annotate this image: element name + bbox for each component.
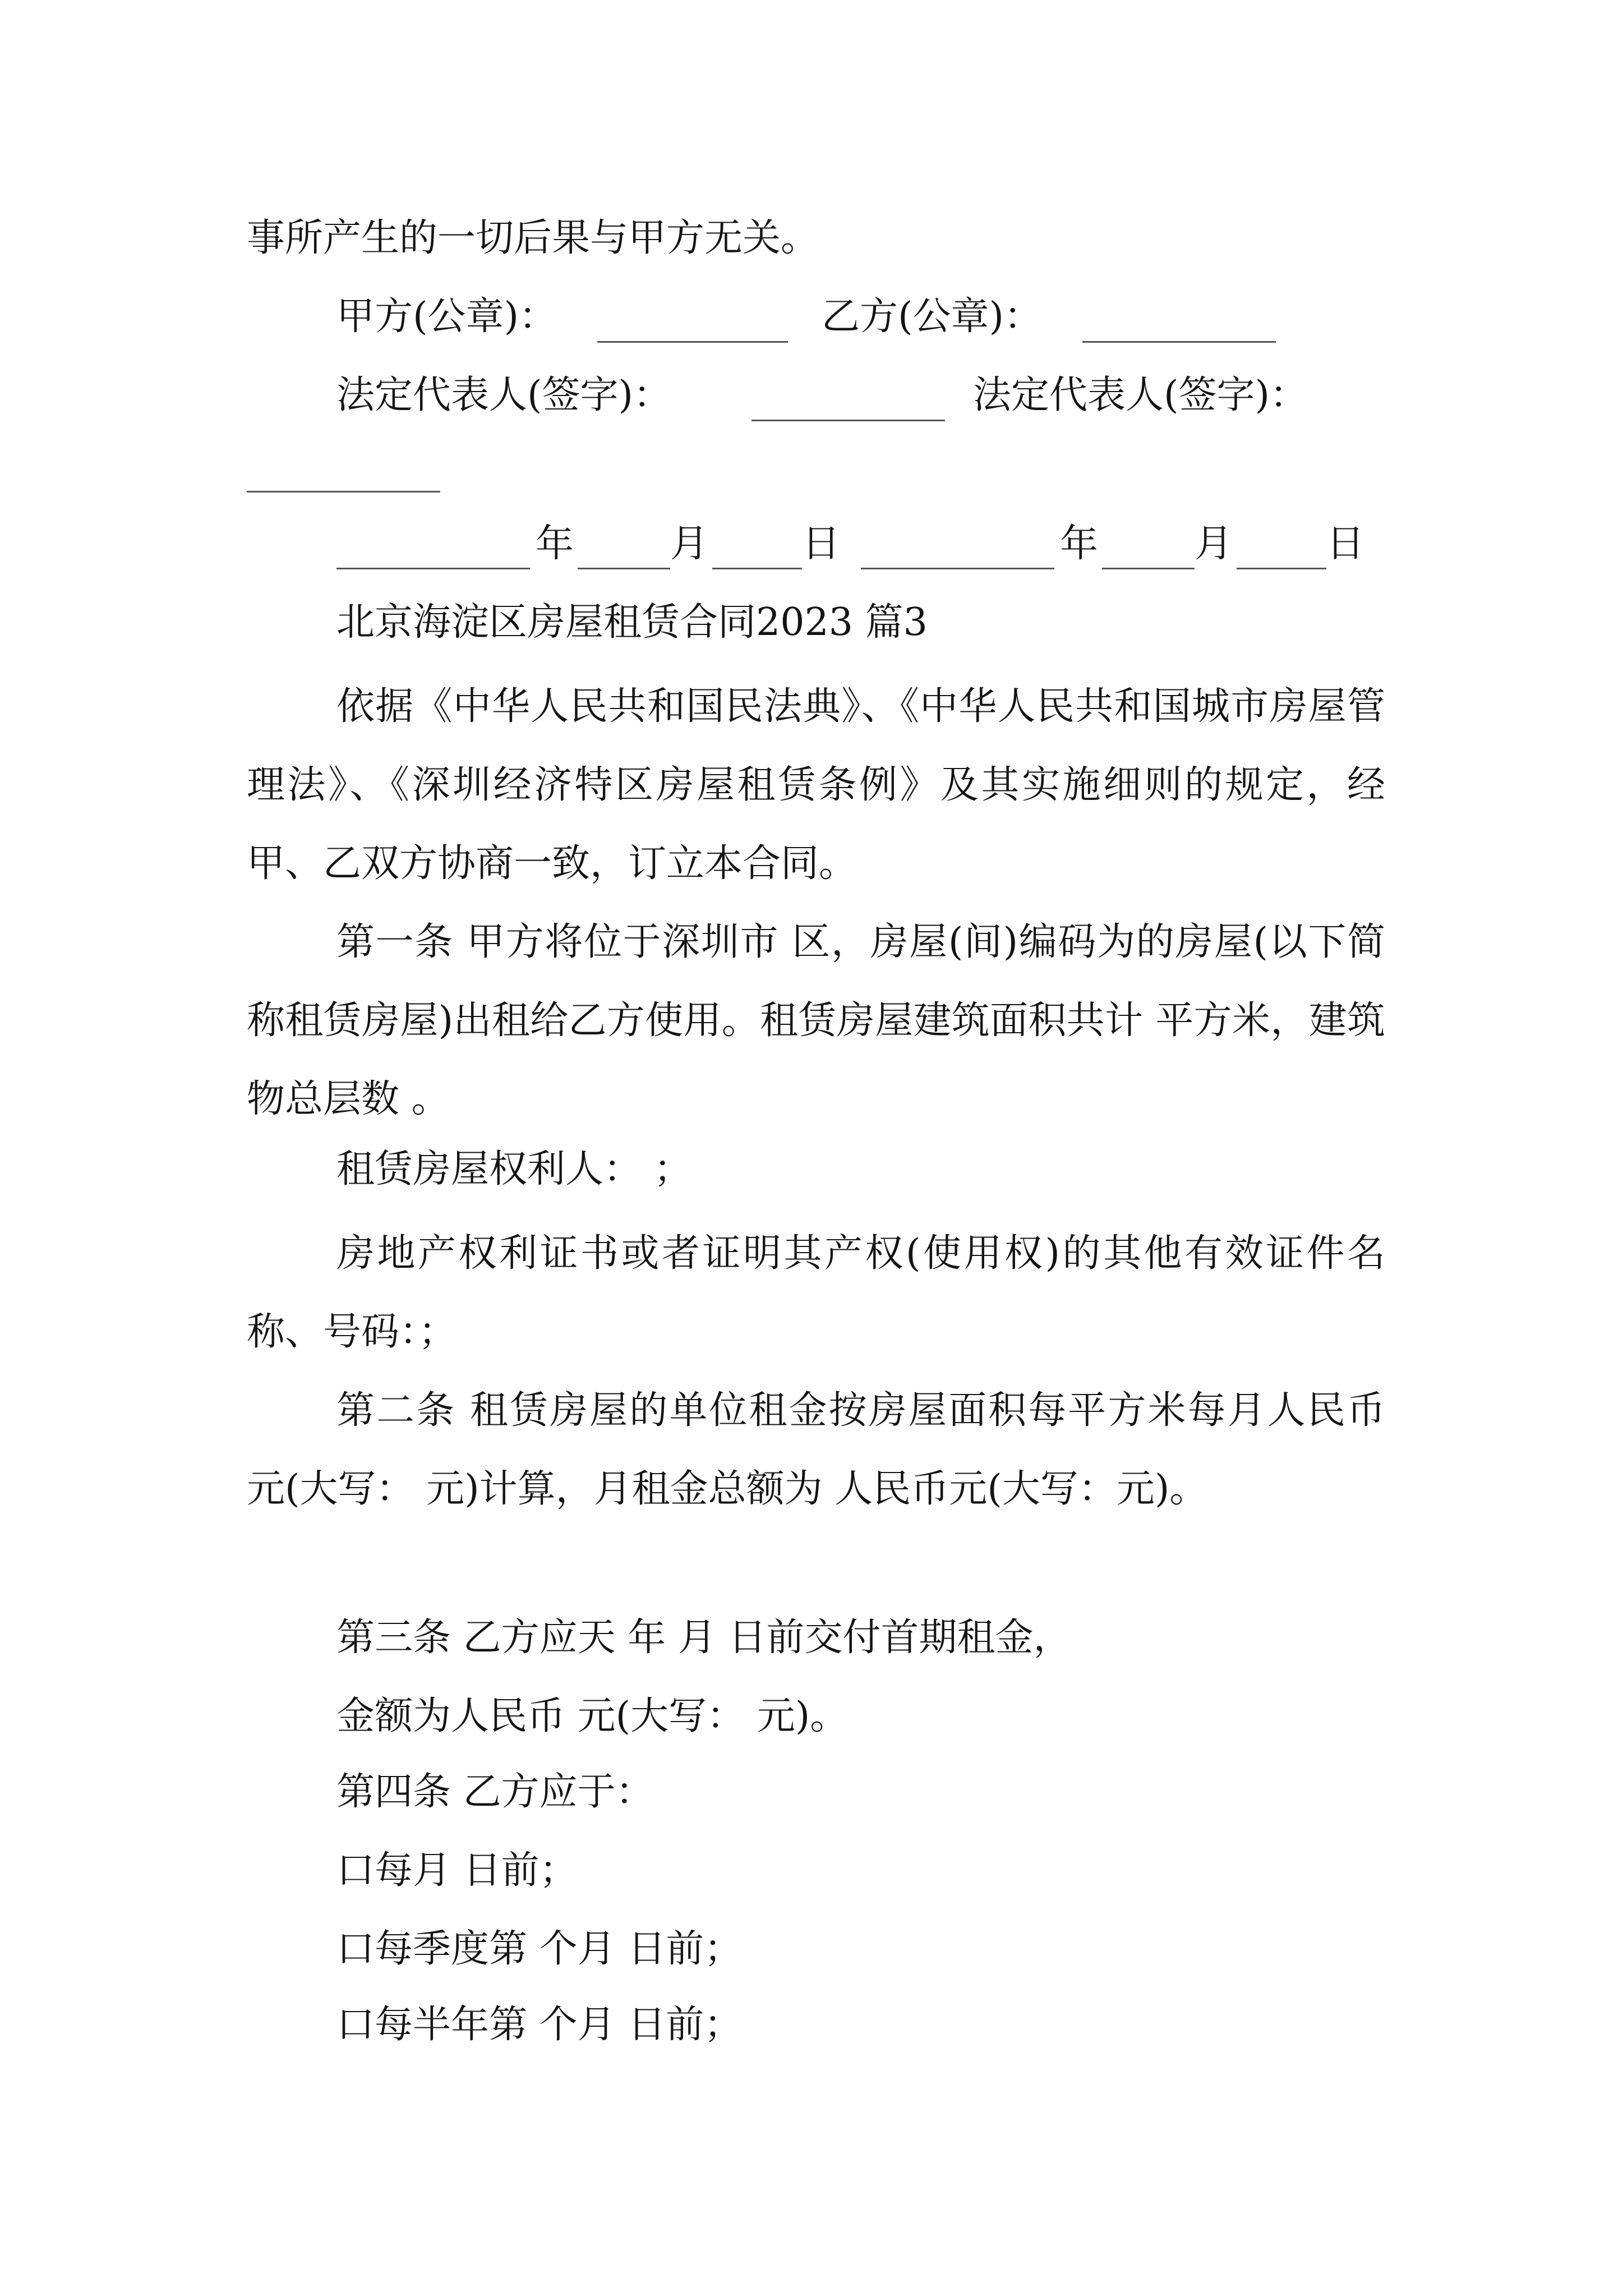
date-b-day-blank bbox=[1237, 568, 1326, 569]
paragraph-article-3-line2: 金额为人民币 元(大写： 元)。 bbox=[336, 1694, 849, 1738]
party-a-seal-label: 甲方(公章)： bbox=[336, 295, 557, 339]
date-b-year-label: 年 bbox=[1060, 522, 1099, 566]
paragraph-certificate: 房地产权利证书或者证明其产权(使用权)的其他有效证件名称、号码：； bbox=[247, 1231, 1385, 1354]
date-b-day-label: 日 bbox=[1326, 522, 1365, 566]
party-b-rep-blank bbox=[247, 491, 440, 493]
date-a-year-label: 年 bbox=[536, 522, 574, 566]
paragraph-legal-basis: 依据《中华人民共和国民法典》、《中华人民共和国城市房屋管理法》、《深圳经济特区房屋租赁条例》及其实施细则的规定，经甲、乙双方协商一致，订立本合同。 bbox=[247, 684, 1385, 886]
option-monthly: 口每月 日前； bbox=[336, 1848, 578, 1893]
date-a-day-label: 日 bbox=[802, 522, 841, 566]
paragraph-article-1: 第一条 甲方将位于深圳市 区，房屋(间)编码为的房屋(以下简称租赁房屋)出租给乙方使用。租赁房屋建筑面积共计 平方米，建筑物总层数 。 bbox=[247, 920, 1385, 1121]
date-a-year-blank bbox=[336, 568, 530, 569]
paragraph-article-2: 第二条 租赁房屋的单位租金按房屋面积每平方米每月人民币 元(大写： 元)计算，月租金总额为 人民币元(大写：元)。 bbox=[247, 1388, 1385, 1511]
party-b-seal-label: 乙方(公章)： bbox=[822, 295, 1043, 339]
date-a-day-blank bbox=[712, 568, 802, 569]
party-a-rep-label: 法定代表人(签字)： bbox=[336, 373, 672, 417]
paragraph-article-4: 第四条 乙方应于： bbox=[336, 1770, 654, 1814]
date-b-month-label: 月 bbox=[1195, 522, 1233, 566]
paragraph-article-3-line1: 第三条 乙方应天 年 月 日前交付首期租金， bbox=[336, 1616, 1072, 1660]
paragraph-owner: 租赁房屋权利人： ； bbox=[336, 1147, 692, 1191]
party-a-rep-blank bbox=[751, 420, 945, 421]
party-b-seal-blank bbox=[1082, 341, 1276, 343]
date-a-month-blank bbox=[578, 568, 670, 569]
option-half-year: 口每半年第 个月 日前； bbox=[336, 2003, 743, 2047]
date-b-year-blank bbox=[861, 568, 1054, 569]
option-quarterly: 口每季度第 个月 日前； bbox=[336, 1927, 743, 1971]
party-b-rep-label: 法定代表人(签字)： bbox=[973, 373, 1308, 417]
party-a-seal-blank bbox=[597, 341, 788, 343]
paragraph-prev-end: 事所产生的一切后果与甲方无关。 bbox=[247, 216, 819, 260]
date-b-month-blank bbox=[1102, 568, 1195, 569]
section-title: 北京海淀区房屋租赁合同2023 篇3 bbox=[336, 600, 928, 645]
date-a-month-label: 月 bbox=[670, 522, 709, 566]
